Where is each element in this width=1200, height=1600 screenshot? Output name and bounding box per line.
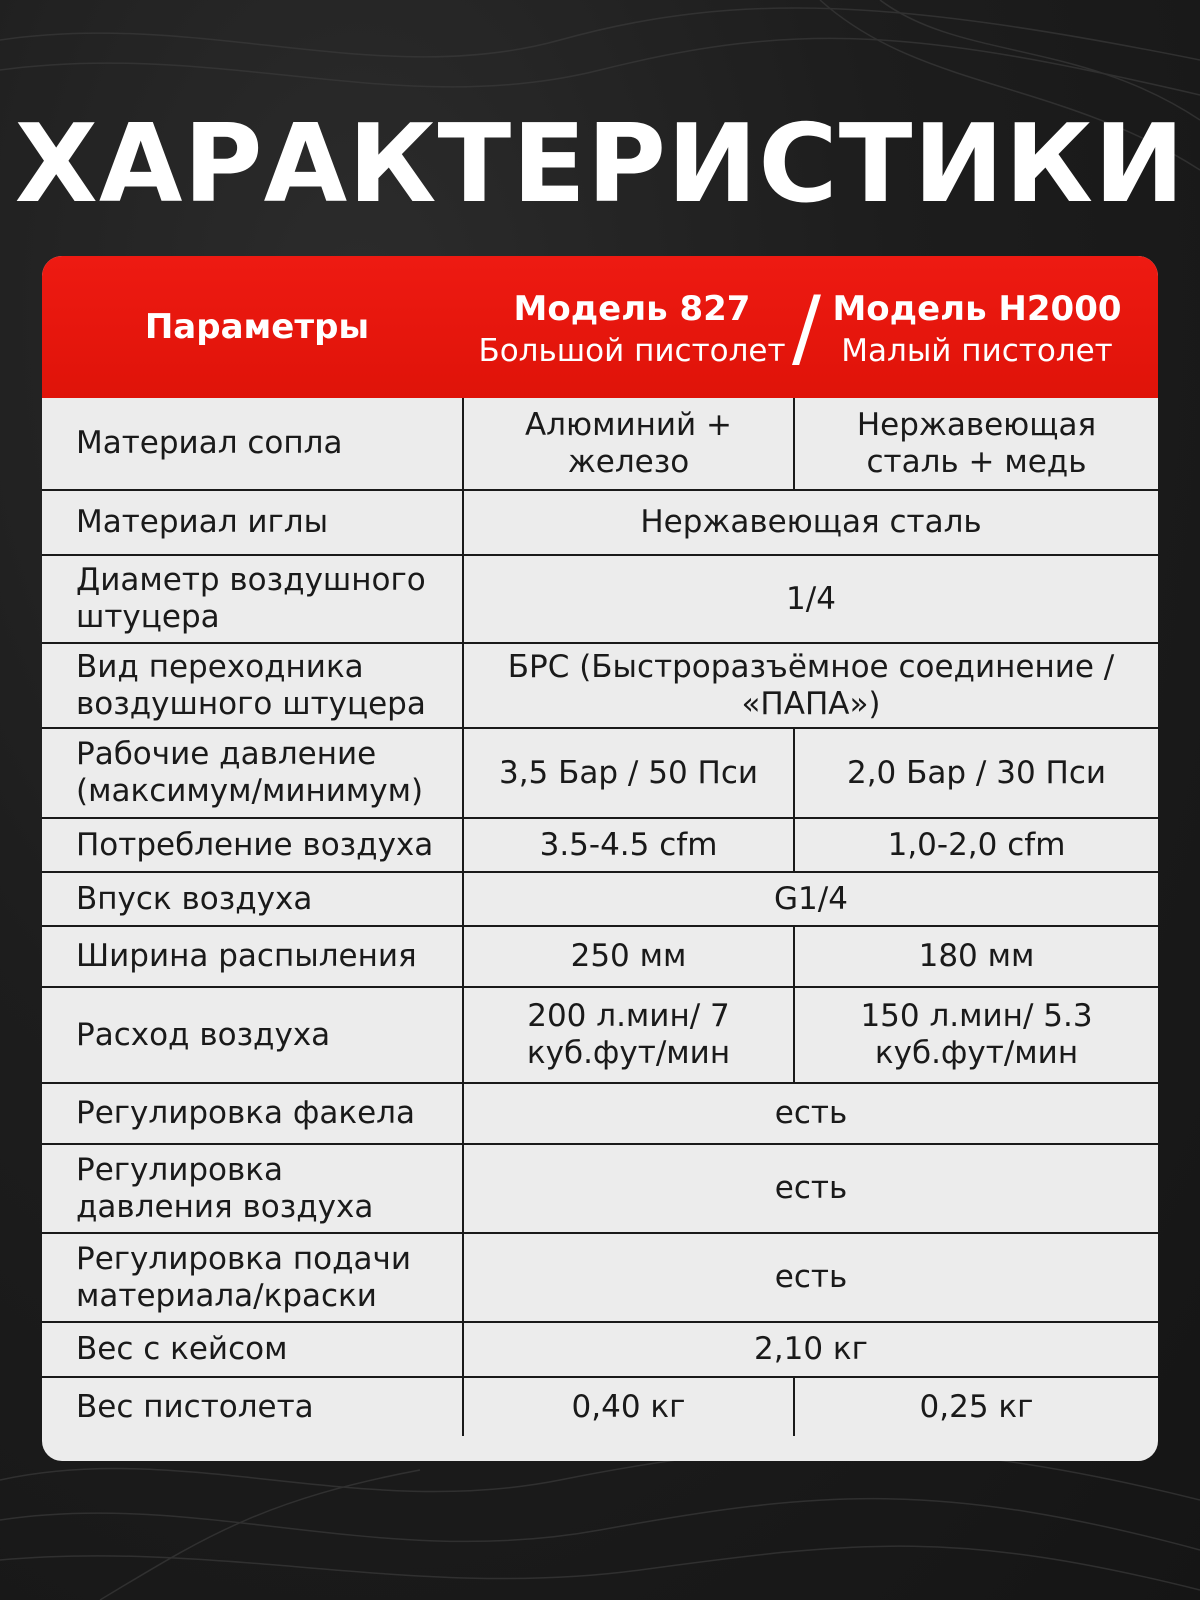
model-h2000-name: Модель H2000 (832, 289, 1122, 329)
model-827-value-cell: 3,5 Бар / 50 Пси (463, 728, 794, 818)
shared-value-cell: есть (463, 1233, 1158, 1322)
table-row (42, 728, 1158, 818)
param-name-cell: Регулировка факела (42, 1083, 463, 1144)
model-h2000-value-cell: Нержавеющая сталь + медь (794, 398, 1158, 490)
table-row (42, 987, 1158, 1083)
specs-table (42, 398, 1158, 1436)
model-827-subtitle: Большой пистолет (478, 333, 786, 369)
param-name-cell: Вес пистолета (42, 1377, 463, 1436)
page-title: ХАРАКТЕРИСТИКИ (14, 102, 1186, 227)
param-name-cell: Расход воздуха (42, 987, 463, 1083)
shared-value-cell: есть (463, 1083, 1158, 1144)
param-name-cell: Вид переходника воздушного штуцера (42, 643, 463, 728)
table-row (42, 872, 1158, 926)
model-h2000-subtitle: Малый пистолет (841, 333, 1113, 369)
model-h2000-value-cell: 150 л.мин/ 5.3 куб.фут/мин (794, 987, 1158, 1083)
table-row (42, 1083, 1158, 1144)
model-h2000-value-cell: 180 мм (794, 926, 1158, 987)
param-name-cell: Ширина распыления (42, 926, 463, 987)
table-row (42, 490, 1158, 555)
table-row (42, 398, 1158, 490)
model-827-header (478, 284, 786, 374)
model-h2000-header (822, 284, 1132, 374)
model-827-value-cell: 3.5-4.5 cfm (463, 818, 794, 872)
param-name-cell: Рабочие давление (максимум/минимум) (42, 728, 463, 818)
param-name-cell: Материал сопла (42, 398, 463, 490)
model-h2000-value-cell: 2,0 Бар / 30 Пси (794, 728, 1158, 818)
param-name-cell: Потребление воздуха (42, 818, 463, 872)
param-name-cell: Материал иглы (42, 490, 463, 555)
model-827-value-cell: 250 мм (463, 926, 794, 987)
params-header: Параметры (144, 307, 370, 347)
shared-value-cell: 2,10 кг (463, 1322, 1158, 1377)
param-name-cell: Регулировка давления воздуха (42, 1144, 463, 1233)
table-row (42, 1233, 1158, 1322)
shared-value-cell: БРС (Быстроразъёмное соединение / «ПАПА») (463, 643, 1158, 728)
param-name-cell: Регулировка подачи материала/краски (42, 1233, 463, 1322)
model-h2000-value-cell: 0,25 кг (794, 1377, 1158, 1436)
table-row (42, 643, 1158, 728)
model-827-value-cell: 0,40 кг (463, 1377, 794, 1436)
model-827-name: Модель 827 (513, 289, 751, 329)
model-separator: / (792, 278, 821, 378)
model-827-value-cell: 200 л.мин/ 7 куб.фут/мин (463, 987, 794, 1083)
model-h2000-value-cell: 1,0-2,0 cfm (794, 818, 1158, 872)
param-name-cell: Вес с кейсом (42, 1322, 463, 1377)
shared-value-cell: Нержавеющая сталь (463, 490, 1158, 555)
table-row (42, 555, 1158, 643)
table-header (42, 256, 1158, 398)
table-row (42, 818, 1158, 872)
table-row (42, 1377, 1158, 1436)
shared-value-cell: есть (463, 1144, 1158, 1233)
specs-card (42, 256, 1158, 1461)
shared-value-cell: G1/4 (463, 872, 1158, 926)
table-row (42, 1144, 1158, 1233)
shared-value-cell: 1/4 (463, 555, 1158, 643)
table-row (42, 1322, 1158, 1377)
param-name-cell: Впуск воздуха (42, 872, 463, 926)
table-row (42, 926, 1158, 987)
param-name-cell: Диаметр воздушного штуцера (42, 555, 463, 643)
model-827-value-cell: Алюминий + железо (463, 398, 794, 490)
